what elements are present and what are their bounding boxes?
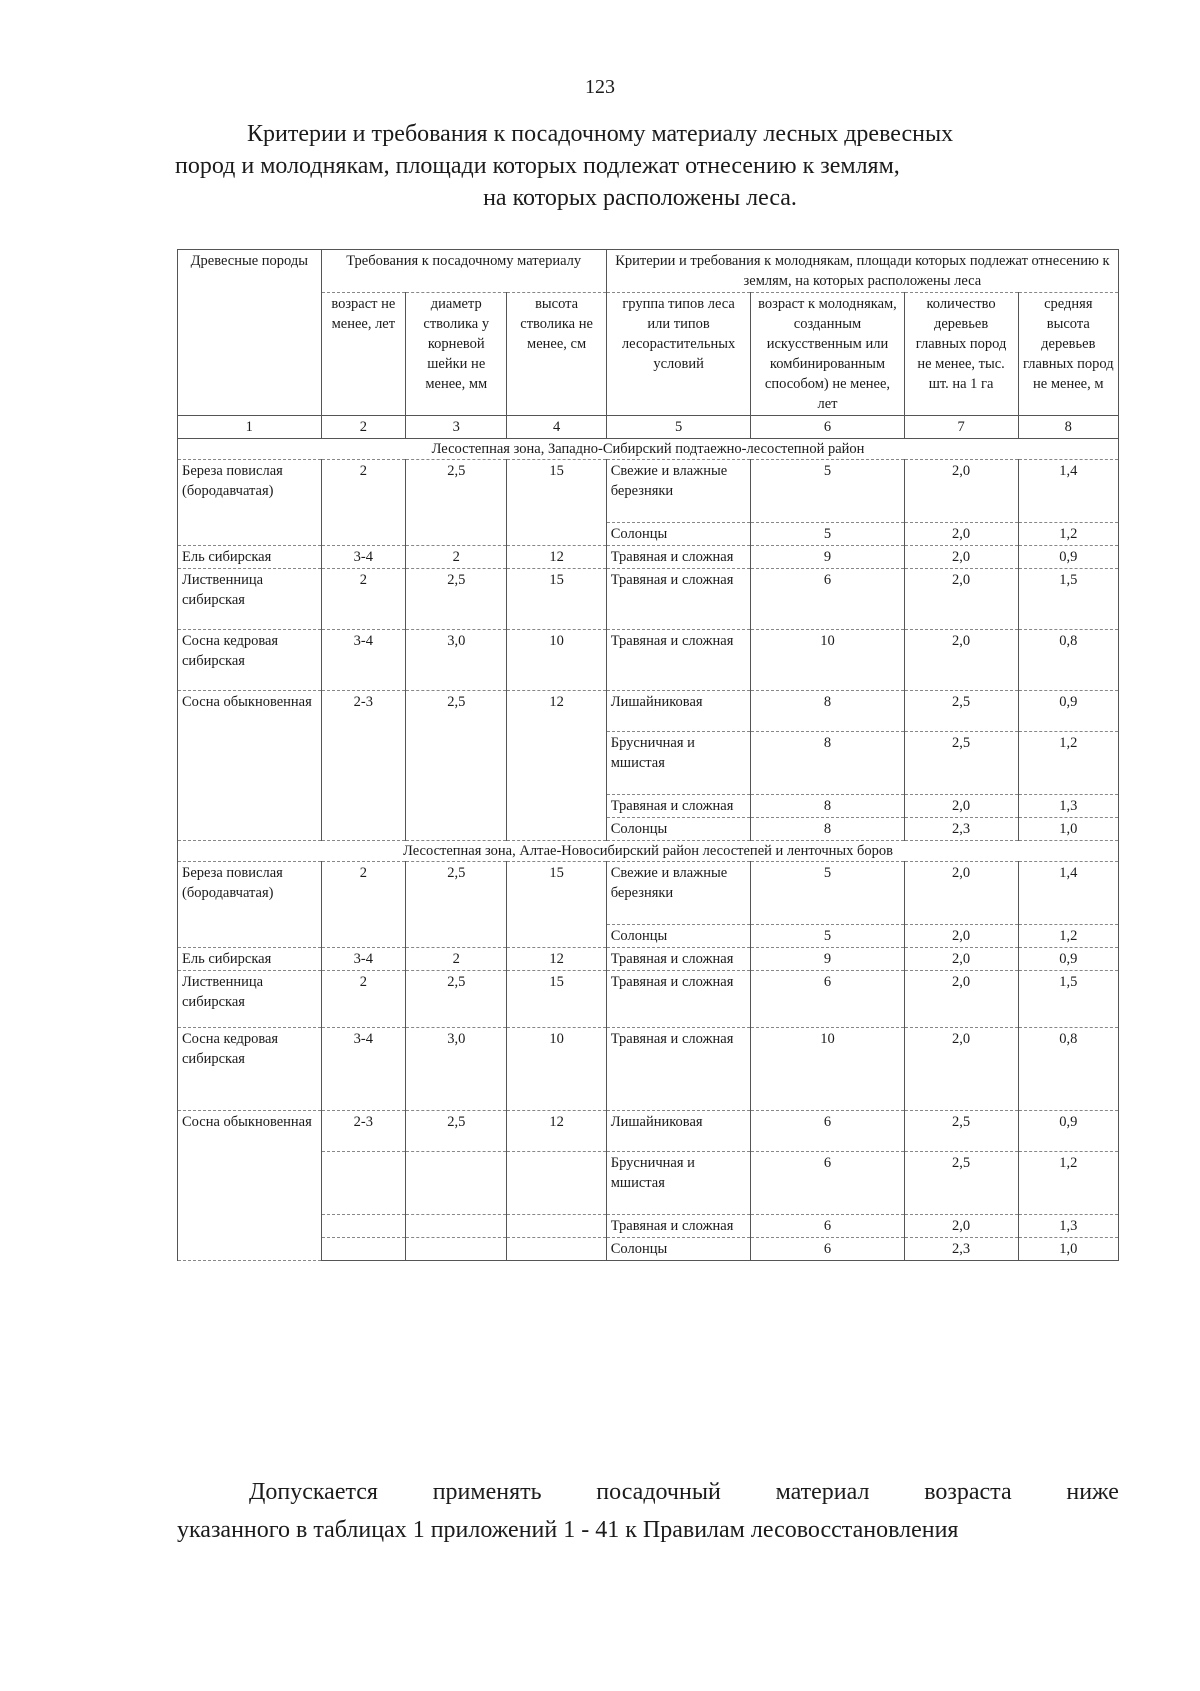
zone-row [178, 841, 1119, 862]
note-word: посадочный [596, 1479, 721, 1505]
empty-cell [321, 1152, 405, 1215]
young-age-cell: 6 [751, 971, 904, 1028]
forest-type-cell: Солонцы [606, 1238, 751, 1261]
height-cell: 12 [507, 948, 606, 971]
young-age-cell: 8 [751, 795, 904, 818]
diameter-cell: 3,0 [406, 1028, 507, 1111]
age-cell: 3-4 [321, 630, 405, 691]
document-title [175, 118, 1105, 214]
mean-height-cell: 0,8 [1018, 1028, 1118, 1111]
empty-cell [406, 1215, 507, 1238]
forest-type-cell: Травяная и сложная [606, 546, 751, 569]
young-age-cell: 6 [751, 1111, 904, 1152]
column-number: 8 [1018, 416, 1118, 439]
species-cell: Лиственница сибирская [178, 569, 322, 630]
mean-height-cell: 1,3 [1018, 795, 1118, 818]
header-diameter: диаметр стволика у корневой шейки не менее, мм [406, 293, 507, 416]
mean-height-cell: 1,4 [1018, 862, 1118, 925]
tree-count-cell: 2,0 [904, 569, 1018, 630]
diameter-cell: 2 [406, 948, 507, 971]
table-row [178, 1111, 1119, 1152]
tree-count-cell: 2,3 [904, 818, 1018, 841]
young-age-cell: 6 [751, 569, 904, 630]
header-young-age: возраст к молоднякам, созданным искусственным или комбинированным способом) не менее, лет [751, 293, 904, 416]
diameter-cell: 2,5 [406, 1111, 507, 1152]
column-number: 3 [406, 416, 507, 439]
zone-row [178, 439, 1119, 460]
header-row-groups [178, 250, 1119, 293]
page-number: 123 [585, 76, 615, 98]
mean-height-cell: 1,2 [1018, 732, 1118, 795]
young-age-cell: 6 [751, 1238, 904, 1261]
note-word: возраста [924, 1479, 1012, 1505]
young-age-cell: 5 [751, 862, 904, 925]
empty-cell [321, 1238, 405, 1261]
species-cell: Сосна кедровая сибирская [178, 1028, 322, 1111]
mean-height-cell: 0,9 [1018, 948, 1118, 971]
mean-height-cell: 1,4 [1018, 460, 1118, 523]
mean-height-cell: 0,9 [1018, 1111, 1118, 1152]
column-number: 6 [751, 416, 904, 439]
table-row [178, 546, 1119, 569]
species-cell: Сосна кедровая сибирская [178, 630, 322, 691]
forest-type-cell: Лишайниковая [606, 691, 751, 732]
species-cell: Береза повислая (бородавчатая) [178, 862, 322, 948]
mean-height-cell: 1,2 [1018, 1152, 1118, 1215]
age-cell: 2 [321, 971, 405, 1028]
height-cell: 10 [507, 630, 606, 691]
criteria-table [177, 249, 1119, 1261]
column-number: 7 [904, 416, 1018, 439]
tree-count-cell: 2,0 [904, 948, 1018, 971]
height-cell: 15 [507, 862, 606, 948]
tree-count-cell: 2,0 [904, 630, 1018, 691]
age-cell: 2 [321, 569, 405, 630]
header-mean-height: средняя высота деревьев главных пород не менее, м [1018, 293, 1118, 416]
forest-type-cell: Солонцы [606, 523, 751, 546]
young-age-cell: 6 [751, 1152, 904, 1215]
column-number: 2 [321, 416, 405, 439]
forest-type-cell: Солонцы [606, 925, 751, 948]
empty-cell [507, 1152, 606, 1215]
title-line-1: Критерии и требования к посадочному материалу лесных древесных [247, 121, 954, 147]
column-number: 1 [178, 416, 322, 439]
mean-height-cell: 0,8 [1018, 630, 1118, 691]
species-cell: Ель сибирская [178, 546, 322, 569]
table-row [178, 862, 1119, 925]
table-row [178, 569, 1119, 630]
column-number-row [178, 416, 1119, 439]
forest-type-cell: Свежие и влажные березняки [606, 862, 751, 925]
forest-type-cell: Брусничная и мшистая [606, 1152, 751, 1215]
diameter-cell: 3,0 [406, 630, 507, 691]
forest-type-cell: Травяная и сложная [606, 1028, 751, 1111]
note-paragraph [177, 1473, 1119, 1549]
diameter-cell: 2,5 [406, 862, 507, 948]
forest-type-cell: Травяная и сложная [606, 630, 751, 691]
tree-count-cell: 2,0 [904, 546, 1018, 569]
zone-title: Лесостепная зона, Западно-Сибирский подтаежно-лесостепной район [178, 439, 1119, 460]
table-row [178, 460, 1119, 523]
diameter-cell: 2,5 [406, 569, 507, 630]
header-age: возраст не менее, лет [321, 293, 405, 416]
empty-cell [507, 1215, 606, 1238]
tree-count-cell: 2,5 [904, 1111, 1018, 1152]
note-line-2: указанного в таблицах 1 приложений 1 - 41 к Правилам лесовосстановления [177, 1517, 959, 1543]
forest-type-cell: Солонцы [606, 818, 751, 841]
note-line-1 [177, 1473, 1119, 1511]
column-number: 4 [507, 416, 606, 439]
mean-height-cell: 1,2 [1018, 925, 1118, 948]
forest-type-cell: Травяная и сложная [606, 1215, 751, 1238]
empty-cell [321, 1215, 405, 1238]
height-cell: 15 [507, 971, 606, 1028]
age-cell: 3-4 [321, 546, 405, 569]
forest-type-cell: Брусничная и мшистая [606, 732, 751, 795]
note-word: Допускается [249, 1479, 378, 1505]
mean-height-cell: 1,0 [1018, 818, 1118, 841]
header-species: Древесные породы [178, 250, 322, 416]
mean-height-cell: 1,2 [1018, 523, 1118, 546]
young-age-cell: 9 [751, 948, 904, 971]
title-line-2: пород и молоднякам, площади которых подлежат отнесению к землям, [175, 153, 900, 179]
tree-count-cell: 2,0 [904, 523, 1018, 546]
diameter-cell: 2,5 [406, 971, 507, 1028]
mean-height-cell: 1,5 [1018, 971, 1118, 1028]
note-word: ниже [1066, 1479, 1119, 1505]
species-cell: Лиственница сибирская [178, 971, 322, 1028]
table-row [178, 971, 1119, 1028]
title-line-3: на которых расположены леса. [483, 185, 797, 211]
header-young-group: Критерии и требования к молоднякам, площади которых подлежат отнесению к землям, на которых расположены леса [606, 250, 1118, 293]
forest-type-cell: Лишайниковая [606, 1111, 751, 1152]
header-stock-group: Требования к посадочному материалу [321, 250, 606, 293]
header-height: высота стволика не менее, см [507, 293, 606, 416]
note-word: применять [432, 1479, 542, 1505]
age-cell: 3-4 [321, 1028, 405, 1111]
empty-cell [406, 1152, 507, 1215]
column-number: 5 [606, 416, 751, 439]
height-cell: 12 [507, 546, 606, 569]
height-cell: 12 [507, 691, 606, 841]
zone-title: Лесостепная зона, Алтае-Новосибирский район лесостепей и ленточных боров [178, 841, 1119, 862]
height-cell: 10 [507, 1028, 606, 1111]
tree-count-cell: 2,0 [904, 1028, 1018, 1111]
forest-type-cell: Травяная и сложная [606, 569, 751, 630]
young-age-cell: 6 [751, 1215, 904, 1238]
table-row [178, 1028, 1119, 1111]
header-tree-count: количество деревьев главных пород не менее, тыс. шт. на 1 га [904, 293, 1018, 416]
tree-count-cell: 2,3 [904, 1238, 1018, 1261]
forest-type-cell: Свежие и влажные березняки [606, 460, 751, 523]
mean-height-cell: 1,0 [1018, 1238, 1118, 1261]
forest-type-cell: Травяная и сложная [606, 795, 751, 818]
tree-count-cell: 2,0 [904, 925, 1018, 948]
mean-height-cell: 0,9 [1018, 691, 1118, 732]
age-cell: 2 [321, 862, 405, 948]
height-cell: 15 [507, 569, 606, 630]
tree-count-cell: 2,5 [904, 732, 1018, 795]
forest-type-cell: Травяная и сложная [606, 971, 751, 1028]
mean-height-cell: 0,9 [1018, 546, 1118, 569]
mean-height-cell: 1,5 [1018, 569, 1118, 630]
young-age-cell: 10 [751, 1028, 904, 1111]
header-forest-type: группа типов леса или типов лесорастительных условий [606, 293, 751, 416]
tree-count-cell: 2,0 [904, 971, 1018, 1028]
tree-count-cell: 2,0 [904, 1215, 1018, 1238]
tree-count-cell: 2,0 [904, 795, 1018, 818]
age-cell: 2-3 [321, 691, 405, 841]
young-age-cell: 10 [751, 630, 904, 691]
young-age-cell: 8 [751, 691, 904, 732]
tree-count-cell: 2,5 [904, 691, 1018, 732]
forest-type-cell: Травяная и сложная [606, 948, 751, 971]
table-row [178, 691, 1119, 732]
empty-cell [507, 1238, 606, 1261]
table-row [178, 948, 1119, 971]
young-age-cell: 5 [751, 523, 904, 546]
diameter-cell: 2,5 [406, 460, 507, 546]
species-cell: Сосна обыкновенная [178, 1111, 322, 1261]
species-cell: Береза повислая (бородавчатая) [178, 460, 322, 546]
diameter-cell: 2,5 [406, 691, 507, 841]
age-cell: 3-4 [321, 948, 405, 971]
tree-count-cell: 2,5 [904, 1152, 1018, 1215]
young-age-cell: 8 [751, 732, 904, 795]
note-word: материал [775, 1479, 870, 1505]
species-cell: Сосна обыкновенная [178, 691, 322, 841]
tree-count-cell: 2,0 [904, 460, 1018, 523]
height-cell: 12 [507, 1111, 606, 1152]
mean-height-cell: 1,3 [1018, 1215, 1118, 1238]
age-cell: 2-3 [321, 1111, 405, 1152]
age-cell: 2 [321, 460, 405, 546]
table-row [178, 630, 1119, 691]
young-age-cell: 5 [751, 460, 904, 523]
young-age-cell: 9 [751, 546, 904, 569]
species-cell: Ель сибирская [178, 948, 322, 971]
young-age-cell: 5 [751, 925, 904, 948]
diameter-cell: 2 [406, 546, 507, 569]
young-age-cell: 8 [751, 818, 904, 841]
tree-count-cell: 2,0 [904, 862, 1018, 925]
height-cell: 15 [507, 460, 606, 546]
empty-cell [406, 1238, 507, 1261]
